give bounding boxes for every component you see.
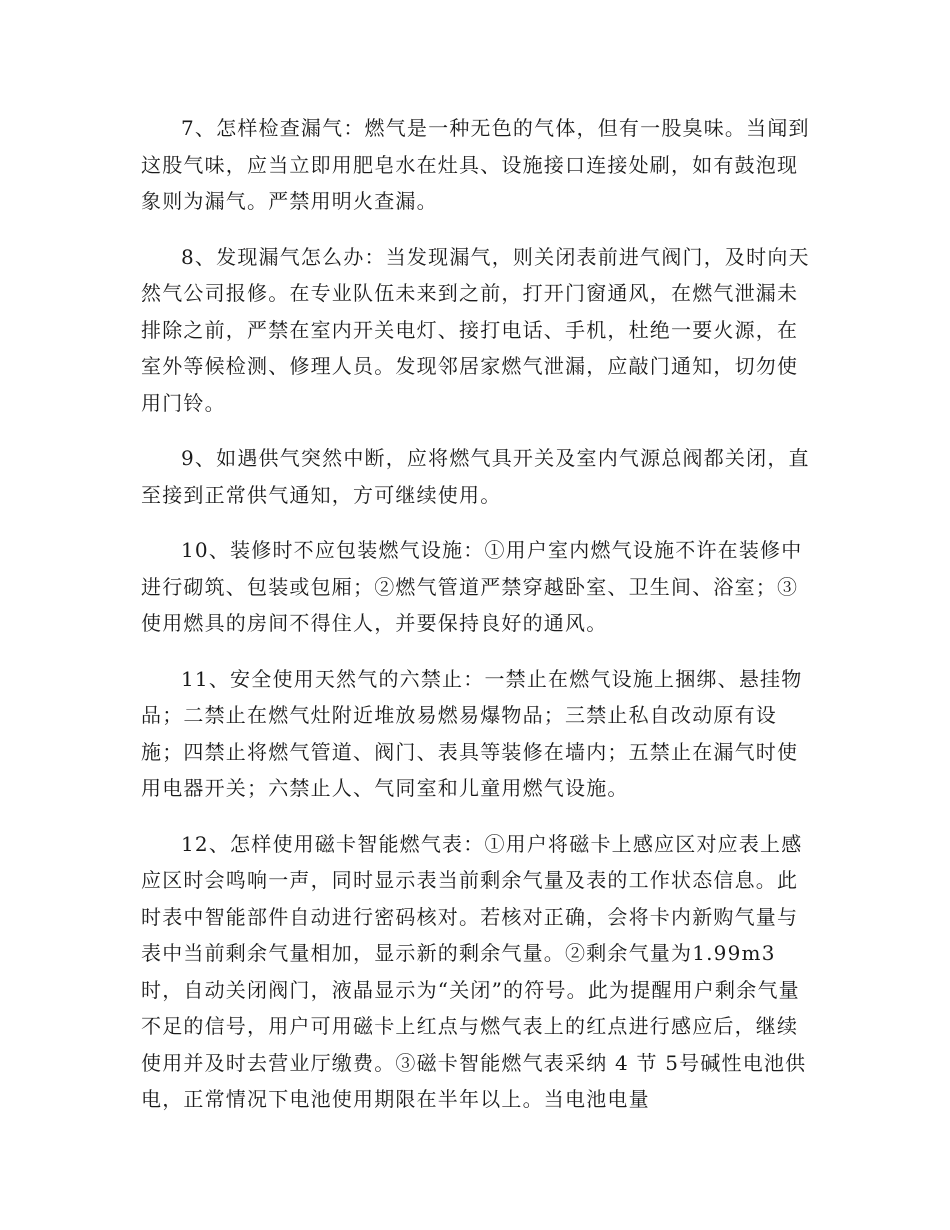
paragraph-11-six-prohibitions: 11、安全使用天然气的六禁止：一禁止在燃气设施上捆绑、悬挂物品；二禁止在燃气灶附近堆放易燃易爆物品；三禁止私自改动原有设施；四禁止将燃气管道、阀门、表具等装修在墙内；五禁止在漏气时使用电器开关；六禁止人、气同室和儿童用燃气设施。	[141, 666, 803, 800]
paragraph-8-leak-response: 8、发现漏气怎么办：当发现漏气，则关闭表前进气阀门，及时向天然气公司报修。在专业队伍未来到之前，打开门窗通风，在燃气泄漏未排除之前，严禁在室内开关电灯、接打电话、手机，杜绝一要火源，在室外等候检测、修理人员。发现邻居家燃气泄漏，应敲门通知，切勿使用门铃。	[141, 244, 810, 415]
paragraph-10-renovation: 10、装修时不应包装燃气设施：①用户室内燃气设施不许在装修中进行砌筑、包装或包厢；②燃气管道严禁穿越卧室、卫生间、浴室；③使用燃具的房间不得住人，并要保持良好的通风。	[141, 538, 803, 635]
paragraph-12-smart-meter: 12、怎样使用磁卡智能燃气表：①用户将磁卡上感应区对应表上感应区时会鸣响一声，同时显示表当前剩余气量及表的工作状态信息。此时表中智能部件自动进行密码核对。若核对正确，会将卡内新购气量与表中当前剩余气量相加，显示新的剩余气量。②剩余气量为1.99m3 时，自动关闭阀门，液晶显示为“关闭”的符号。此为提醒用户剩余气量不足的信号，用户可用磁卡上红点与燃气表上的红点进行感应后，继续使用并及时去营业厅缴费。③磁卡智能燃气表采纳 4 节 5号碱性电池供电，正常情况下电池使用期限在半年以上。当电池电量	[141, 831, 807, 1111]
paragraph-9-supply-interruption: 9、如遇供气突然中断，应将燃气具开关及室内气源总阀都关闭，直至接到正常供气通知，方可继续使用。	[141, 446, 810, 507]
document-body	[141, 110, 811, 1137]
paragraph-7-gas-leak-check: 7、怎样检查漏气：燃气是一种无色的气体，但有一股臭味。当闻到这股气味，应当立即用肥皂水在灶具、设施接口连接处刷，如有鼓泡现象则为漏气。严禁用明火查漏。	[141, 116, 810, 213]
